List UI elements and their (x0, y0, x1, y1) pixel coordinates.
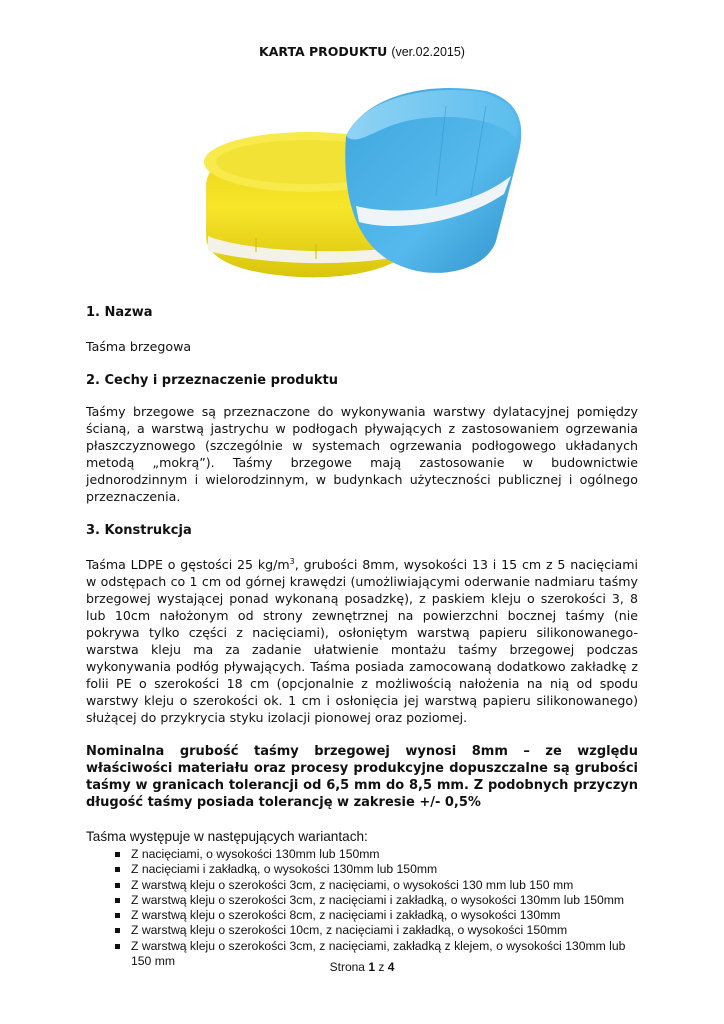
section-3-text-b: , grubości 8mm, wysokości 13 i 15 cm z 5 nacięciami w odstępach co 1 cm od górnej krawędzi (umożliwiającymi oderwanie nadmiaru taśmy brzegowej wystającej ponad wykonaną posadzkę), z paskiem kleju o szerokości 3, 8 lub 10cm nałożonym od strony zewnętrznej na powierzchni bocznej taśmy (nie pokrywa tylko części z nacięciami), osłoniętym warstwą papieru silikonowanego- warstwa kleju ma za zadanie ułatwienie montażu taśmy brzegowej podczas wykonywania podłóg pływających. Taśma posiada zamocowaną dodatkowo zakładkę z folii PE o szerokości 18 cm (opcjonalnie z możliwością nałożenia na nią od spodu warstwy kleju o szerokości ok. 1 cm i osłonięcia jej warstwą papieru silikonowanego) służącej do przykrycia styku izolacji pionowej oraz poziomej. (86, 557, 638, 725)
header-title: KARTA PRODUKTU (259, 44, 388, 59)
section-2-text: Taśmy brzegowe są przeznaczone do wykonywania warstwy dylatacyjnej pomiędzy ścianą, a warstwą jastrychu w podłogach pływających z zastosowaniem ogrzewania płaszczyznowego (szczególnie w systemach ogrzewania podłogowego układanych metodą „mokrą”). Taśmy brzegowe mają zastosowanie w budownictwie jednorodzinnym i wielorodzinnym, w budynkach użyteczności publicznej i ogólnego przeznaczenia. (86, 404, 638, 504)
footer-page-number: 1 (368, 960, 375, 974)
list-item (131, 862, 638, 877)
document-body (86, 304, 638, 969)
section-3-text-a: Taśma LDPE o gęstości 25 kg/m (86, 557, 290, 572)
variant-text: Z warstwą kleju o szerokości 10cm, z nacięciami i zakładką, o wysokości 150mm (131, 923, 568, 938)
bullet-icon (115, 883, 120, 888)
list-item (131, 923, 638, 938)
variant-text: Z nacięciami, o wysokości 130mm lub 150mm (131, 847, 380, 861)
bullet-icon (115, 898, 120, 903)
section-2-heading: 2. Cechy i przeznaczenie produktu (86, 373, 338, 388)
page-header (0, 44, 724, 59)
variant-text: Z warstwą kleju o szerokości 3cm, z nacięciami, o wysokości 130 mm lub 150 mm (131, 877, 574, 892)
variants-intro: Taśma występuje w następujących wariantach: (86, 829, 368, 844)
section-3-heading: 3. Konstrukcja (86, 523, 192, 538)
list-item (131, 878, 638, 893)
variants-list (86, 847, 638, 969)
header-version: (ver.02.2015) (391, 45, 465, 59)
page-footer (0, 960, 724, 974)
blue-roll (345, 88, 521, 273)
section-1-heading: 1. Nazwa (86, 305, 153, 320)
footer-prefix: Strona (329, 960, 365, 974)
list-item (131, 893, 638, 908)
bullet-icon (115, 944, 120, 949)
tolerance-note: Nominalna grubość taśmy brzegowej wynosi 8mm – ze względu właściwości materiału oraz procesy produkcyjne dopuszczalne są grubości taśmy w granicach tolerancji od 6,5 mm do 8,5 mm. Z podobnych przyczyn długość taśmy posiada tolerancję w zakresie +/- 0,5% (86, 744, 638, 810)
section-3-text (86, 556, 638, 726)
variant-text: Z warstwą kleju o szerokości 8cm, z nacięciami i zakładką, o wysokości 130mm (131, 908, 561, 923)
variant-text: Z warstwą kleju o szerokości 3cm, z nacięciami i zakładką, o wysokości 130mm lub 150mm (131, 892, 625, 907)
variant-text: Z nacięciami i zakładką, o wysokości 130mm lub 150mm (131, 862, 438, 877)
list-item (131, 847, 638, 862)
bullet-icon (115, 852, 120, 857)
product-photo (196, 76, 532, 290)
footer-separator: z (378, 960, 385, 974)
section-1-text: Taśma brzegowa (86, 339, 192, 354)
section-3-text-sup: 3 (289, 556, 295, 566)
variant-text: Z warstwą kleju o szerokości 3cm, z nacięciami, zakładką z klejem, o wysokości 130mm lub 150 mm (131, 938, 626, 969)
bullet-icon (115, 928, 120, 933)
footer-page-total: 4 (387, 960, 395, 974)
bullet-icon (115, 913, 120, 918)
bullet-icon (115, 867, 120, 872)
list-item (131, 908, 638, 923)
